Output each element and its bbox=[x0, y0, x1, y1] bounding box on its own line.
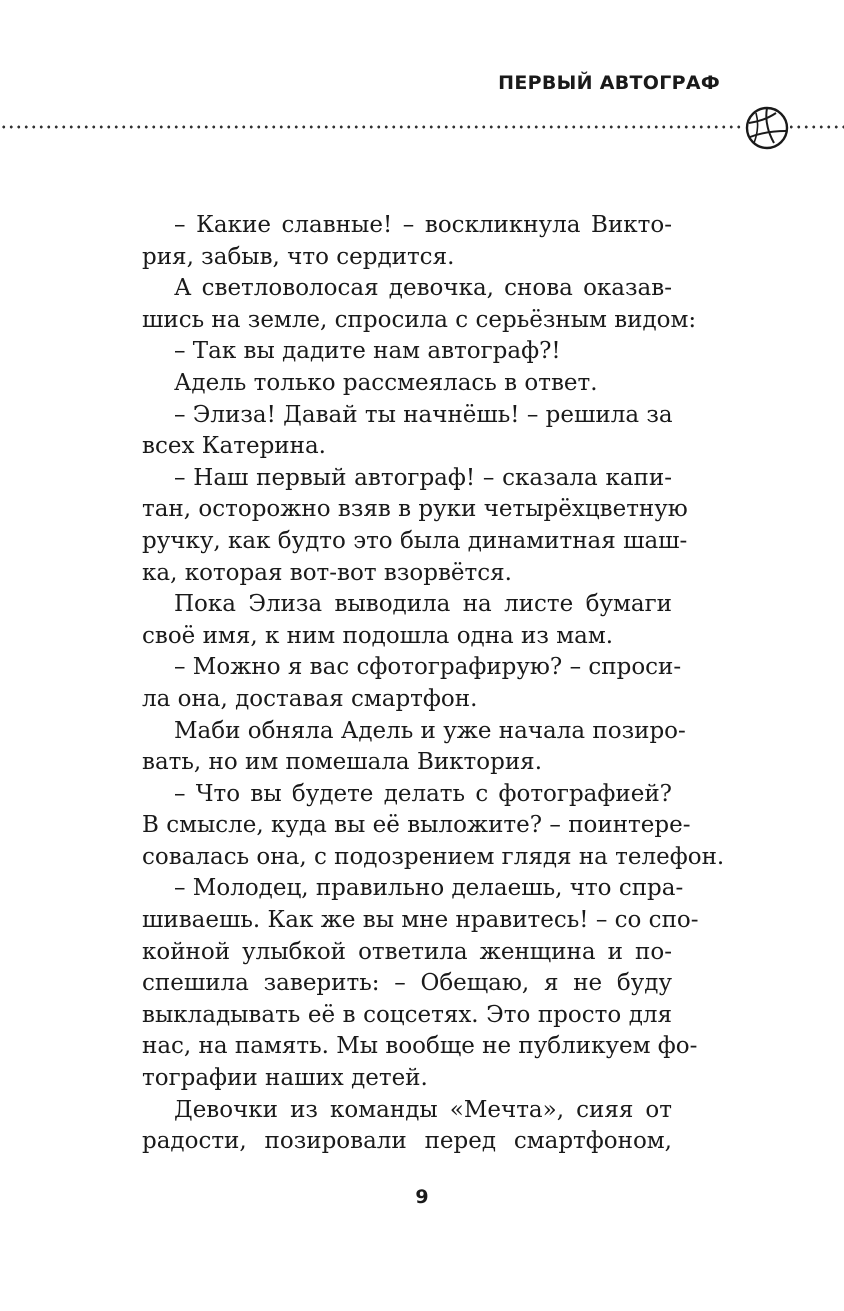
text-line: – Можно я вас сфотографирую? – спроси- bbox=[174, 654, 682, 681]
text-line: рия, забыв, что сердится. bbox=[142, 243, 455, 270]
running-title: ПЕРВЫЙ АВТОГРАФ bbox=[498, 72, 720, 94]
text-line: своё имя, к ним подошла одна из мам. bbox=[142, 622, 614, 649]
text-line: Маби обняла Адель и уже начала позиро- bbox=[174, 717, 686, 744]
page-number: 9 bbox=[415, 1186, 429, 1208]
text-line: – Что вы будете делать с фотографией? bbox=[174, 780, 672, 807]
text-line: шись на земле, спросила с серьёзным видом: bbox=[142, 306, 697, 333]
text-line: Пока Элиза выводила на листе бумаги bbox=[174, 591, 672, 618]
text-line: – Элиза! Давай ты начнёшь! – решила за bbox=[174, 401, 673, 428]
text-line: ка, которая вот-вот взорвётся. bbox=[142, 559, 512, 586]
text-line: выкладывать её в соцсетях. Это просто для bbox=[142, 1001, 672, 1028]
text-line: А светловолосая девочка, снова оказав- bbox=[174, 275, 672, 302]
body-text bbox=[142, 210, 725, 1158]
text-line: нас, на память. Мы вообще не публикуем фо- bbox=[142, 1033, 698, 1060]
text-line: всех Катерина. bbox=[142, 433, 326, 460]
text-line: тографии наших детей. bbox=[142, 1065, 428, 1092]
text-line: ла она, доставая смартфон. bbox=[142, 685, 478, 712]
text-line: койной улыбкой ответила женщина и по- bbox=[142, 938, 672, 965]
text-line: совалась она, с подозрением глядя на телефон. bbox=[142, 843, 725, 870]
volleyball-icon bbox=[744, 105, 790, 151]
text-line: – Наш первый автограф! – сказала капи- bbox=[174, 464, 672, 491]
text-line: – Так вы дадите нам автограф?! bbox=[174, 338, 561, 365]
text-line: Девочки из команды «Мечта», сияя от bbox=[174, 1096, 672, 1123]
text-line: – Молодец, правильно делаешь, что спра- bbox=[174, 875, 684, 902]
text-line: вать, но им помешала Виктория. bbox=[142, 749, 543, 776]
text-line: шиваешь. Как же вы мне нравитесь! – со спо- bbox=[142, 907, 699, 934]
text-line: Адель только рассмеялась в ответ. bbox=[174, 369, 598, 396]
text-line: – Какие славные! – воскликнула Викто- bbox=[174, 212, 672, 238]
text-line: спешила заверить: – Обещаю, я не буду bbox=[142, 970, 672, 997]
text-line: В смысле, куда вы её выложите? – поинтере- bbox=[142, 812, 691, 839]
dotted-header-rule bbox=[0, 125, 844, 129]
text-line: тан, осторожно взяв в руки четырёхцветную bbox=[142, 496, 688, 523]
text-line: ручку, как будто это была динамитная шаш- bbox=[142, 527, 688, 554]
text-line: радости, позировали перед смартфоном, bbox=[142, 1128, 672, 1155]
